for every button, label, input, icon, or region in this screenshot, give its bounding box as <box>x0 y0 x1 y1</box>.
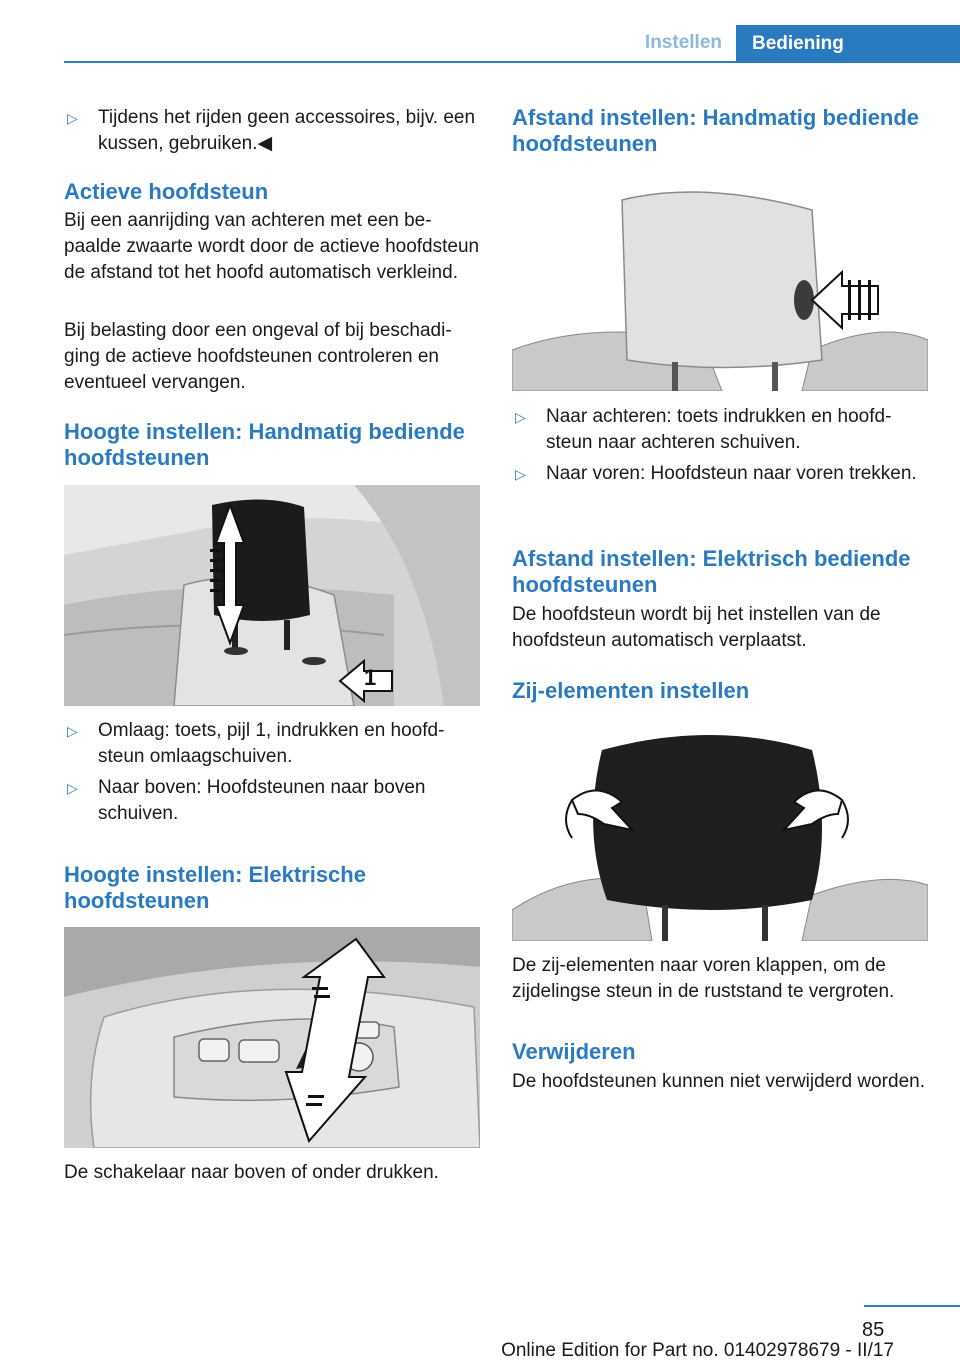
figure-seat-switch <box>64 927 480 1148</box>
triangle-right-icon: ▷ <box>67 780 78 796</box>
heading-hoogte-handmatig: Hoogte instellen: Handmatig bediende hoofdsteunen <box>64 419 465 470</box>
paragraph-actieve-1: Bij een aanrijding van achteren met een bepaalde zwaarte wordt door de actieve hoofdsteun de afstand tot het hoofd automatisch verkleind. <box>64 210 480 283</box>
paragraph-verwijderen: De hoofdsteunen kunnen niet verwijderd worden. <box>512 1071 925 1092</box>
triangle-right-icon: ▷ <box>67 110 78 126</box>
header-rule <box>64 61 960 63</box>
figure-headrest-height-manual <box>64 485 480 706</box>
triangle-right-icon: ▷ <box>67 723 78 739</box>
bullet-text: Tijdens het rijden geen accessoires, bijv. een kussen, gebruiken.◀ <box>98 107 476 154</box>
header-tab-instellen[interactable]: Instellen <box>644 32 722 53</box>
heading-zij-elementen: Zij-elementen instellen <box>512 678 750 703</box>
page-number: 85 <box>862 1319 885 1341</box>
paragraph-zij-elementen: De zij-elementen naar voren klappen, om de zijdelingse steun in de ruststand te vergroten. <box>512 955 895 1002</box>
bullet-omlaag <box>64 718 480 770</box>
heading-afstand-elektrisch: Afstand instellen: Elektrisch bediende hoofdsteunen <box>512 546 911 597</box>
paragraph-actieve-2: Bij belasting door een ongeval of bij beschadiging de actieve hoofdsteunen controleren en eventueel vervangen. <box>64 320 452 393</box>
bullet-text: Naar voren: Hoofdsteun naar voren trekken. <box>546 463 917 484</box>
footer-rule <box>864 1305 960 1307</box>
bullet-text: Omlaag: toets, pijl 1, indrukken en hoofdsteun omlaagschuiven. <box>98 720 445 767</box>
triangle-right-icon: ▷ <box>515 466 526 482</box>
heading-verwijderen: Verwijderen <box>512 1039 636 1064</box>
figure-side-elements <box>512 720 928 941</box>
heading-afstand-handmatig: Afstand instellen: Handmatig bediende hoofdsteunen <box>512 105 920 156</box>
callout-1: 1 <box>364 665 377 690</box>
heading-hoogte-elektrisch: Hoogte instellen: Elektrische hoofdsteunen <box>64 862 366 913</box>
paragraph-schakelaar: De schakelaar naar boven of onder drukken. <box>64 1162 439 1183</box>
bullet-no-accessories <box>64 105 480 157</box>
triangle-right-icon: ▷ <box>515 409 526 425</box>
bullet-naar-boven <box>64 775 480 827</box>
edition-text: Online Edition for Part no. 01402978679 - II/17 <box>501 1340 894 1361</box>
bullet-text: Naar boven: Hoofdsteunen naar boven schuiven. <box>98 777 426 824</box>
paragraph-afstand-elektrisch: De hoofdsteun wordt bij het instellen van de hoofdsteun automatisch verplaatst. <box>512 604 881 651</box>
bullet-naar-achteren <box>512 404 928 456</box>
heading-actieve-hoofdsteun: Actieve hoofdsteun <box>64 179 269 204</box>
figure-headrest-distance-manual <box>512 170 928 391</box>
bullet-naar-voren <box>512 461 928 487</box>
bullet-text: Naar achteren: toets indrukken en hoofdsteun naar achteren schuiven. <box>546 406 892 453</box>
header-tab-bediening[interactable]: Bediening <box>736 25 960 63</box>
